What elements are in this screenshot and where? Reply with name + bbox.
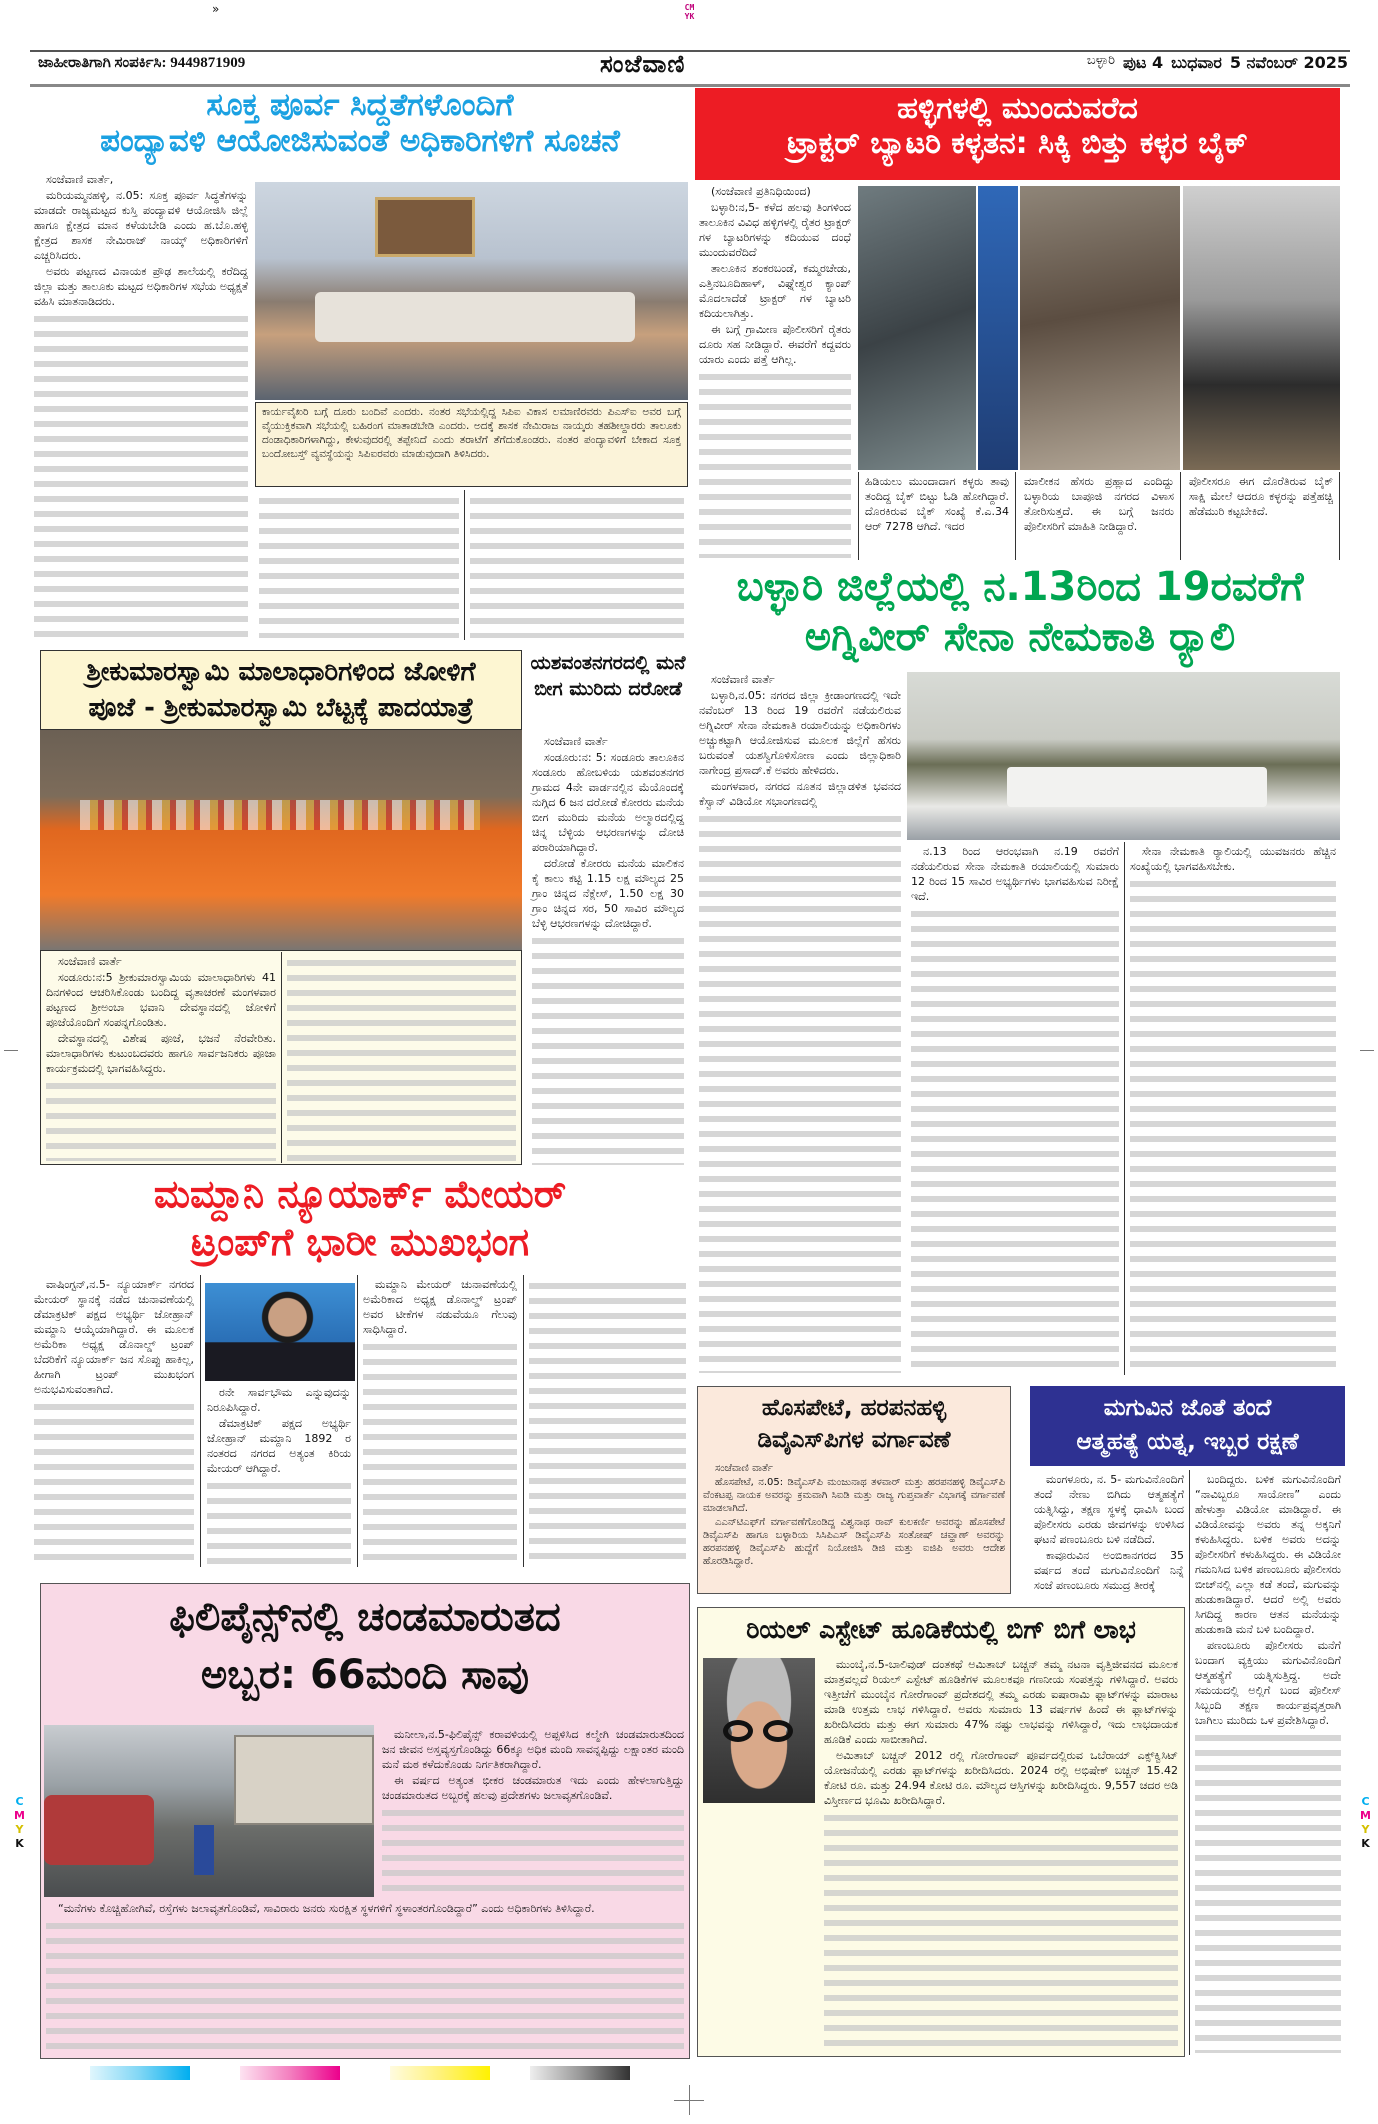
kusti-body-col1 xyxy=(30,170,252,640)
side-tick-right xyxy=(1360,1050,1374,1051)
paragraph: ಮಂಗಳೂರು, ನ. 5- ಮಗುವಿನೊಂದಿಗೆ ತಂದೆ ನೇಣು ಬಿಗಿದು ಆತ್ಮಹತ್ಯೆಗೆ ಯತ್ನಿಸಿದ್ದು, ತಕ್ಷಣ ಸ್ಥಳಕ್ಕೆ ಧಾವಿಸಿ ಬಂದ ಪೊಲೀಸರು ಎರಡು ಜೀವಗಳನ್ನು ಉಳಿಸಿದ ಘಟನೆ ಪಣಂಬೂರು ಬಳಿ ನಡೆದಿದೆ. xyxy=(1034,1473,1184,1546)
mamdani-body-col2 xyxy=(203,1383,355,1567)
philippines-body-bottom xyxy=(42,1899,688,2057)
meeting-photo xyxy=(255,182,688,400)
tractor-photo-3 xyxy=(1020,186,1180,470)
kusti-body-col3 xyxy=(466,490,688,640)
grey-color-bar xyxy=(530,2066,630,2080)
darode-headline: ಯಶವಂತನಗರದಲ್ಲಿ ಮನೆ ಬೀಗ ಮುರಿದು ದರೋಡೆ xyxy=(530,652,686,700)
kusti-photo-caption: ಕಾರ್ಯವೈಖರಿ ಬಗ್ಗೆ ದೂರು ಬಂದಿವೆ ಎಂದರು. ನಂತರ ಸಭೆಯಲ್ಲಿದ್ದ ಸಿಪಿಐ ವಿಕಾಸ ಲಮಾಣಿರವರು ಪಿಎಸ್ಐ ಅವರ ಬಗ್ಗೆ ವೈಯುಕ್ತಿಕವಾಗಿ ಸಭೆಯಲ್ಲಿ ಬಹಿರಂಗ ಮಾತಾಡಬೇಡಿ ಎಂದರು. ಅದಕ್ಕೆ ಶಾಸಕ ನೇಮಿರಾಜ ನಾಯ್ಕರು ತಹಶೀಲ್ದಾರರು ತಾಲೂಕು ದಂಡಾಧಿಕಾರಿಗಳಾಗಿದ್ದು, ಕೇಳುವುದರಲ್ಲಿ ತಪ್ಪೇನಿದೆ ಎಂದು ತರಾಟೆಗೆ ತೆಗೆದುಕೊಂಡರು. ನಂತರ ಪಂದ್ಯಾವಳಿಗೆ ಬೇಕಾದ ಸೂಕ್ತ ಬಂದೋಬಸ್ತ್ ವ್ಯವಸ್ಥೆಯನ್ನು ಸಿಪಿಐರವರು ಮಾಡುವುದಾಗಿ ತಿಳಿಸಿದರು. xyxy=(255,402,688,487)
rescue-body-col2 xyxy=(1191,1470,1345,2055)
padayatre-headline xyxy=(40,650,522,730)
rescue-headline xyxy=(1030,1386,1345,1466)
kusti-headline-line1: ಸೂಕ್ತ ಪೂರ್ವ ಸಿದ್ದತೆಗಳೊಂದಿಗೆ xyxy=(206,87,514,123)
paragraph: ಬಳ್ಳಾರಿ,ನ.05: ನಗರದ ಜಿಲ್ಲಾ ಕ್ರೀಡಾಂಗಣದಲ್ಲಿ ಇದೇ ನವೆಂಬರ್ 13 ರಿಂದ 19 ರವರೆಗೆ ನಡೆಯಲಿರುವ ಅಗ್ನಿವೀರ್ ಸೇನಾ ನೇಮಕಾತಿ ರಯಾಲಿಯನ್ನು ಅಧಿಕಾರಿಗಳು ಅಚ್ಚುಕಟ್ಟಾಗಿ ಆಯೋಜಿಸುವ ಮೂಲಕ ಜಿಲ್ಲೆಗೆ ಹೆಸರು ಬರುವಂತೆ ಯಶಸ್ವಿಗೊಳಿಸೋಣ ಎಂದು ಜಿಲ್ಲಾಧಿಕಾರಿ ನಾಗೇಂದ್ರ ಪ್ರಸಾದ್.ಕೆ ಅವರು ಹೇಳಿದರು. xyxy=(699,689,901,777)
dateline xyxy=(1087,53,1348,73)
philippines-headline xyxy=(40,1588,690,1704)
byline: ಸಂಜೆವಾಣಿ ವಾರ್ತೆ xyxy=(711,673,775,686)
paragraph: ಮನೀಲಾ,ನ.5-ಫಿಲಿಪೈನ್ಸ್ ಕರಾವಳಿಯಲ್ಲಿ ಅಪ್ಪಳಿಸಿದ ಕಲ್ಮೇಗಿ ಚಂಡಮಾರುತದಿಂದ ಜನ ಜೀವನ ಅಸ್ತವ್ಯಸ್ತಗೊಂಡಿದ್ದು 66ಕ್ಕೂ ಅಧಿಕ ಮಂದಿ ಸಾವನ್ನಪ್ಪಿದ್ದು ಲಕ್ಷಾಂತರ ಮಂದಿ ಮನೆ ಮಠ ಕಳೆದುಕೊಂಡು ನಿರ್ಗತಿಕರಾಗಿದ್ದಾರೆ. xyxy=(382,1728,684,1771)
tractor-photo-1 xyxy=(858,186,976,470)
logo-text: ಸಂಜೆವಾಣಿ xyxy=(600,50,686,78)
byline: (ಸಂಜೆವಾಣಿ ಪ್ರತಿನಿಧಿಯಿಂದ) xyxy=(711,185,811,198)
kusti-headline-line2: ಪಂದ್ಯಾವಳಿ ಆಯೋಜಿಸುವಂತೆ ಅಧಿಕಾರಿಗಳಿಗೆ ಸೂಚನೆ xyxy=(100,122,620,159)
paragraph: ಮರಿಯಮ್ಮನಹಳ್ಳಿ, ನ.05: ಸೂಕ್ತ ಪೂರ್ವ ಸಿದ್ಧತೆಗಳನ್ನು ಮಾಡದೇ ರಾಜ್ಯಮಟ್ಟದ ಕುಸ್ತಿ ಪಂದ್ಯಾವಳಿ ಆಯೋಜಿಸಿ ಜಿಲ್ಲೆ ಹಾಗೂ ಕ್ಷೇತ್ರದ ಮಾನ ಕಳೆಯಬೇಡಿ ಎಂದು ಹ.ಬೊ.ಹಳ್ಳಿ ಕ್ಷೇತ್ರದ ಶಾಸಕ ನೇಮಿರಾಜ್ ನಾಯ್ಕ್ ಅಧಿಕಾರಿಗಳಿಗೆ ಎಚ್ಚರಿಸಿದರು. xyxy=(34,189,248,262)
paragraph: ಮುಂಬೈ,ನ.5-ಬಾಲಿವುಡ್ ದಂತಕಥೆ ಅಮಿತಾಬ್ ಬಚ್ಚನ್ ತಮ್ಮ ನಟನಾ ವೃತ್ತಿಜೀವನದ ಮೂಲಕ ಮಾತ್ರವಲ್ಲದೆ ರಿಯಲ್ ಎಸ್ಟೇಟ್ ಹೂಡಿಕೆಗಳ ಮೂಲಕವೂ ಗಣನೀಯ ಸಂಪತ್ತನ್ನು ಗಳಿಸಿದ್ದಾರೆ. ಅವರು ಇತ್ತೀಚೆಗೆ ಮುಂಬೈನ ಗೋರೆಗಾಂವ್ ಪ್ರದೇಶದಲ್ಲಿ ತಮ್ಮ ಎರಡು ಐಷಾರಾಮಿ ಫ್ಲಾಟ್‌ಗಳನ್ನು ಮಾರಾಟ ಮಾಡಿ ಉತ್ತಮ ಲಾಭ ಗಳಿಸಿದ್ದಾರೆ. ಅವರು ಸುಮಾರು 13 ವರ್ಷಗಳ ಹಿಂದೆ ಈ ಫ್ಲಾಟ್‌ಗಳನ್ನು ಖರೀದಿಸಿದರು ಮತ್ತು ಈಗ ಸುಮಾರು 47% ನಷ್ಟು ಲಾಭವನ್ನು ಗಳಿಸಿದ್ದಾರೆ, ಇದು ಲಾಭದಾಯಕ ಹೂಡಿಕೆ ಎಂದು ಸಾಬೀತಾಗಿದೆ. xyxy=(824,1658,1178,1746)
paragraph: ಈ ವರ್ಷದ ಅತ್ಯಂತ ಭೀಕರ ಚಂಡಮಾರುತ ಇದು ಎಂದು ಹೇಳಲಾಗುತ್ತಿದ್ದು ಚಂಡಮಾರುತದ ಅಬ್ಬರಕ್ಕೆ ಹಲವು ಪ್ರದೇಶಗಳು ಜಲಾವೃತಗೊಂಡಿವೆ. xyxy=(382,1774,684,1802)
cyclone-photo xyxy=(44,1725,374,1897)
tractor-caption-2: ಮಾಲೀಕನ ಹೆಸರು ಪ್ರಹ್ಲಾದ ಎಂದಿದ್ದು ಬಳ್ಳಾರಿಯ ಬಾಪೂಜಿ ನಗರದ ವಿಳಾಸ ತೋರಿಸುತ್ತದೆ. ಈ ಬಗ್ಗೆ ಜನರು ಪೊಲೀಸರಿಗೆ ಮಾಹಿತಿ ನೀಡಿದ್ದಾರೆ. xyxy=(1018,472,1181,560)
padayatre-body-col1 xyxy=(42,952,280,1163)
hosapete-body xyxy=(699,1460,1009,1592)
tractor-headline xyxy=(695,88,1340,180)
side-cmyk-mark-left: C M Y K xyxy=(14,1795,25,1850)
paragraph: ಡೆಮಾಕ್ರಟಿಕ್ ಪಕ್ಷದ ಅಭ್ಯರ್ಥಿ ಜೋಹ್ರಾನ್ ಮಮ್ದಾನಿ 1892 ರ ನಂತರದ ನಗರದ ಅತ್ಯಂತ ಕಿರಿಯ ಮೇಯರ್ ಆಗಿದ್ದಾರೆ. xyxy=(207,1417,351,1475)
philippines-body-top xyxy=(378,1725,688,1897)
hosapete-headline xyxy=(697,1392,1011,1456)
paragraph: ನ.13 ರಿಂದ ಆರಂಭವಾಗಿ ನ.19 ರವರೆಗೆ ನಡೆಯಲಿರುವ ಸೇನಾ ನೇಮಕಾತಿ ರಯಾಲಿಯಲ್ಲಿ ಸುಮಾರು 12 ರಿಂದ 15 ಸಾವಿರ ಅಭ್ಯರ್ಥಿಗಳು ಭಾಗವಹಿಸುವ ನಿರೀಕ್ಷೆ ಇದೆ. xyxy=(911,845,1119,903)
ad-contact: ಜಾಹೀರಾತಿಗಾಗಿ ಸಂಪರ್ಕಿಸಿ: 9449871909 xyxy=(38,55,246,71)
philippines-headline-line1: ಫಿಲಿಪೈನ್ಸ್‌ನಲ್ಲಿ ಚಂಡಮಾರುತದ xyxy=(169,1594,561,1640)
rescue-body-col1 xyxy=(1030,1470,1188,1605)
side-cmyk-mark-right: C M Y K xyxy=(1360,1795,1371,1850)
mamdani-headline xyxy=(30,1170,690,1266)
darode-body xyxy=(528,732,688,1167)
bike-photo xyxy=(1183,186,1340,470)
paragraph: ದೇವಸ್ಥಾನದಲ್ಲಿ ವಿಶೇಷ ಪೂಜೆ, ಭಜನೆ ನೆರವೇರಿತು. ಮಾಲಾಧಾರಿಗಳು ಕುಟುಂಬದವರು ಹಾಗೂ ಸಾರ್ವಜನಿಕರು ಪೂಜಾ ಕಾರ್ಯಕ್ರಮದಲ್ಲಿ ಭಾಗವಹಿಸಿದ್ದರು. xyxy=(46,1032,276,1075)
date: 5 ನವೆಂಬರ್ 2025 xyxy=(1229,53,1348,72)
rescue-headline-line1: ಮಗುವಿನ ಜೊತೆ ತಂದೆ xyxy=(1103,1395,1272,1421)
tractor-caption-3: ಪೊಲೀಸರೂ ಈಗ ದೊರೆತಿರುವ ಬೈಕ್ ಸಾಕ್ಷಿ ಮೇಲೆ ಆದರೂ ಕಳ್ಳರನ್ನು ಪತ್ತೆಹಚ್ಚಿ ಹೆಡೆಮುರಿ ಕಟ್ಟಬೇಕಿದೆ. xyxy=(1183,472,1340,560)
byline: ಸಂಜೆವಾಣಿ ವಾರ್ತೆ xyxy=(715,1463,773,1474)
agniveer-headline-line1: ಬಳ್ಳಾರಿ ಜಿಲ್ಲೆಯಲ್ಲಿ ನ.13ರಿಂದ 19ರವರೆಗೆ xyxy=(736,564,1304,610)
registration-mark: CMYK xyxy=(684,3,695,21)
tractor-headline-line2: ಟ್ರಾಕ್ಟರ್ ಬ್ಯಾಟರಿ ಕಳ್ಳತನ: ಸಿಕ್ಕಿ ಬಿತ್ತು ಕಳ್ಳರ ಬೈಕ್ xyxy=(787,125,1248,161)
hosapete-headline-line2: ಡಿವೈಎಸ್‌ಪಿಗಳ ವರ್ಗಾವಣೆ xyxy=(757,1427,951,1453)
realestate-headline: ರಿಯಲ್ ಎಸ್ಟೇಟ್ ಹೂಡಿಕೆಯಲ್ಲಿ ಬಿಗ್ ಬಿಗೆ ಲಾಭ xyxy=(746,1615,1136,1644)
crosshair-mark xyxy=(674,2100,704,2101)
paragraph: ಕಾವೂರುವಿನ ಅಂಬಿಕಾನಗರದ 35 ವರ್ಷದ ತಂದೆ ಮಗುವಿನೊಂದಿಗೆ ನಿನ್ನೆ ಸಂಜೆ ಪಣಂಬೂರು ಸಮುದ್ರ ತೀರಕ್ಕೆ xyxy=(1034,1549,1184,1592)
byline: ಸಂಜೆವಾಣಿ ವಾರ್ತೆ xyxy=(544,735,608,748)
tractor-headline-line1: ಹಳ್ಳಿಗಳಲ್ಲಿ ಮುಂದುವರೆದ xyxy=(897,91,1138,126)
paragraph: ತಾಲೂಕಿನ ಶಂಕರಬಂಡೆ, ಕಮ್ಮರಚೇಡು, ಎತ್ತಿನಬೂದಿಹಾಳ್, ವಿಘ್ನೇಶ್ವರ ಕ್ಯಾಂಪ್ ಮೊದಲಾದೆಡೆ ಟ್ರಾಕ್ಟರ್ ಗಳ ಬ್ಯಾಟರಿ ಕದಿಯಲಾಗಿತ್ತು. xyxy=(699,262,851,320)
padayatre-headline-line2: ಪೂಜೆ - ಶ್ರೀಕುಮಾರಸ್ವಾಮಿ ಬೆಟ್ಟಕ್ಕೆ ಪಾದಯಾತ್ರೆ xyxy=(88,693,474,723)
paragraph: ಈ ಬಗ್ಗೆ ಗ್ರಾಮೀಣ ಪೊಲೀಸರಿಗೆ ರೈತರು ದೂರು ಸಹ ನೀಡಿದ್ದಾರೆ. ಈವರೆಗೆ ಕದ್ದವರು ಯಾರು ಎಂದು ಪತ್ತೆ ಆಗಿಲ್ಲ. xyxy=(699,323,851,366)
mamdani-headline-line2: ಟ್ರಂಪ್‌ಗೆ ಭಾರೀ ಮುಖಭಂಗ xyxy=(190,1220,530,1264)
agniveer-body-col1 xyxy=(695,670,905,1375)
paragraph: “ಮನೆಗಳು ಕೊಚ್ಚಿಹೋಗಿವೆ, ರಸ್ತೆಗಳು ಜಲಾವೃತಗೊಂಡಿವೆ, ಸಾವಿರಾರು ಜನರು ಸುರಕ್ಷಿತ ಸ್ಥಳಗಳಿಗೆ ಸ್ಥಳಾಂತರಗೊಂಡಿದ್ದಾರೆ” ಎಂದು ಅಧಿಕಾರಿಗಳು ತಿಳಿಸಿದ್ದಾರೆ. xyxy=(58,1902,595,1915)
agniveer-headline xyxy=(695,562,1345,662)
byline: ಸಂಜೆವಾಣಿ ವಾರ್ತೆ, xyxy=(46,173,114,186)
tractor-caption-1: ಹಿಡಿಯಲು ಮುಂದಾದಾಗ ಕಳ್ಳರು ತಾವು ತಂದಿದ್ದ ಬೈಕ್ ಬಿಟ್ಟು ಓಡಿ ಹೋಗಿದ್ದಾರೆ. ದೊರಕಿರುವ ಬೈಕ್ ಸಂಖ್ಯೆ ಕೆ.ಎ.34 ಆರ್ 7278 ಆಗಿದೆ. ಇದರ xyxy=(858,472,1016,560)
paragraph: ಅವರು ಪಟ್ಟಣದ ವಿನಾಯಕ ಪ್ರೌಢ ಶಾಲೆಯಲ್ಲಿ ಕರೆದಿದ್ದ ಜಿಲ್ಲಾ ಮತ್ತು ತಾಲೂಕು ಮಟ್ಟದ ಅಧಿಕಾರಿಗಳ ಸಭೆಯ ಅಧ್ಯಕ್ಷತೆ ವಹಿಸಿ ಮಾತನಾಡಿದರು. xyxy=(34,265,248,308)
paragraph: ಎಎನ್‌ಟಿಎಫ್‌ಗೆ ವರ್ಗಾವಣೆಗೊಂಡಿದ್ದ ವಿಶ್ವನಾಥ ರಾವ್ ಕುಲಕರ್ಣಿ ಅವರನ್ನು ಹೊಸಪೇಟೆ ಡಿವೈಎಸ್‌ಪಿ ಹಾಗೂ ಬಳ್ಳಾರಿಯ ಸಿಸಿಪಿಎಸ್ ಡಿವೈಎಸ್‌ಪಿ ಸಂತೋಷ್ ಚವ್ಹಾಣ್ ಅವರನ್ನು ಹರಪನಹಳ್ಳಿ ಡಿವೈಎಸ್‌ಪಿ ಹುದ್ದೆಗೆ ನಿಯೋಜಿಸಿ ಡಿಜಿ ಮತ್ತು ಐಜಿಪಿ ಅವರು ಆದೇಶ ಹೊರಡಿಸಿದ್ದಾರೆ. xyxy=(703,1517,1005,1567)
mamdani-body-col4 xyxy=(525,1275,690,1567)
paragraph: ಸಂಡೂರು:ನ: 5: ಸಂಡೂರು ತಾಲೂಕಿನ ಸಂಡೂರು ಹೋಬಳಿಯ ಯಶವಂತನಗರ ಗ್ರಾಮದ 4ನೇ ವಾರ್ಡನಲ್ಲಿನ ಮೆಯೊಂದಕ್ಕೆ ನುಗ್ಗಿದ 6 ಜನ ದರೋಡೆ ಕೋರರು ಮನೆಯ ಬೀಗ ಮುರಿದು ಮನೆಯ ಅಲ್ಮಾರದಲ್ಲಿದ್ದ ಚಿನ್ನ ಬೆಳ್ಳಿಯ ಆಭರಣಗಳನ್ನು ದೋಚಿ ಪರಾರಿಯಾಗಿದ್ದಾರೆ. xyxy=(532,751,684,854)
side-tick-left xyxy=(4,1050,18,1051)
yellow-color-bar xyxy=(390,2066,490,2080)
kusti-headline xyxy=(30,88,690,159)
paragraph: ಹೊಸಪೇಟೆ, ನ.05: ಡಿವೈಎಸ್‌ಪಿ ಮಂಜುನಾಥ ತಳವಾರ್ ಮತ್ತು ಹರಪನಹಳ್ಳಿ ಡಿವೈಎಸ್‌ಪಿ ವೆಂಕಟಪ್ಪ ನಾಯಕ ಅವರನ್ನು ಕ್ರಮವಾಗಿ ಸಿಐಡಿ ಮತ್ತು ರಾಜ್ಯ ಗುಪ್ತವಾರ್ತೆ ವಿಭಾಗಕ್ಕೆ ವರ್ಗಾವಣೆ ಮಾಡಲಾಗಿದೆ. xyxy=(703,1477,1005,1514)
place: ಬಳ್ಳಾರಿ xyxy=(1086,53,1115,68)
agniveer-body-col2 xyxy=(907,842,1123,1375)
philippines-headline-line2: ಅಬ್ಬರ: 66ಮಂದಿ ಸಾವು xyxy=(200,1652,530,1698)
rescue-headline-line2: ಆತ್ಮಹತ್ಯೆ ಯತ್ನ, ಇಬ್ಬರ ರಕ್ಷಣೆ xyxy=(1076,1429,1299,1455)
paragraph: ಪಣಂಬೂರು ಪೊಲೀಸರು ಮನೆಗೆ ಬಂದಾಗ ವ್ಯಕ್ತಿಯು ಮಗುವಿನೊಂದಿಗೆ ಆತ್ಮಹತ್ಯೆಗೆ ಯತ್ನಿಸುತ್ತಿದ್ದ. ಅದೇ ಸಮಯದಲ್ಲಿ ಅಲ್ಲಿಗೆ ಬಂದ ಪೊಲೀಸ್ ಸಿಬ್ಬಂದಿ ತಕ್ಷಣ ಕಾರ್ಯಪ್ರವೃತ್ತರಾಗಿ ಬಾಗಿಲು ಮುರಿದು ಒಳ ಪ್ರವೇಶಿಸಿದ್ದಾರೆ. xyxy=(1195,1639,1341,1727)
mamdani-body-col3 xyxy=(359,1275,521,1567)
realestate-body xyxy=(820,1655,1182,2055)
paragraph: ರನೇ ಸಾರ್ವಭೌಮ ಎನ್ನುವುದನ್ನು ನಿರೂಪಿಸಿದ್ದಾರೆ. xyxy=(207,1386,351,1414)
mamdani-body-col1 xyxy=(30,1275,198,1567)
page-number: ಪುಟ 4 xyxy=(1122,53,1164,72)
agniveer-body-col3 xyxy=(1126,842,1340,1375)
hosapete-headline-line1: ಹೊಸಪೇಟೆ, ಹರಪನಹಳ್ಳಿ xyxy=(761,1395,947,1421)
paragraph: ದರೋಡೆ ಕೋರರು ಮನೆಯ ಮಾಲಿಕನ ಕೈ ಕಾಲು ಕಟ್ಟಿ 1.15 ಲಕ್ಷ ಮೌಲ್ಯದ 25 ಗ್ರಾಂ ಚಿನ್ನದ ನೆಕ್ಲೇಸ್, 1.50 ಲಕ್ಷ 30 ಗ್ರಾಂ ಚಿನ್ನದ ಸರ, 50 ಸಾವಿರ ಮೌಲ್ಯದ ಬೆಳ್ಳಿ ಆಭರಣಗಳನ್ನು ದೋಚಿದ್ದಾರೆ. xyxy=(532,857,684,930)
paragraph: ಅಮಿತಾಬ್ ಬಚ್ಚನ್ 2012 ರಲ್ಲಿ ಗೋರೆಗಾಂವ್ ಪೂರ್ವದಲ್ಲಿರುವ ಒಬೆರಾಯ್ ಎಕ್ಸ್‌ಕ್ವಿಸಿಟ್ ಯೋಜನೆಯಲ್ಲಿ ಎರಡು ಫ್ಲಾಟ್‌ಗಳನ್ನು ಖರೀದಿಸಿದರು. 2024 ರಲ್ಲಿ ಅಭಿಷೇಕ್ ಬಚ್ಚನ್ 15.42 ಕೋಟಿ ರೂ. ಮತ್ತು 24.94 ಕೋಟಿ ರೂ. ಮೌಲ್ಯದ ಆಸ್ತಿಗಳನ್ನು ಖರೀದಿಸಿದ್ದರು. 9,557 ಚದರ ಅಡಿ ವಿಸ್ತೀರ್ಣದ ಭೂಮಿ ಖರೀದಿಸಿದ್ದಾರೆ. xyxy=(824,1749,1178,1807)
devotees-photo xyxy=(40,730,522,950)
tractor-photo-2 xyxy=(978,186,1018,470)
page-marker: » xyxy=(212,2,220,16)
paragraph: ಸೇನಾ ನೇಮಕಾತಿ ರ್‍ಯಾಲಿಯಲ್ಲಿ ಯುವಜನರು ಹೆಚ್ಚಿನ ಸಂಖ್ಯೆಯಲ್ಲಿ ಭಾಗವಹಿಸಬೇಕು. xyxy=(1130,845,1336,873)
kusti-body-col2 xyxy=(255,490,463,640)
mamdani-headline-line1: ಮಮ್ದಾನಿ ನ್ಯೂಯಾರ್ಕ್ ಮೇಯರ್ xyxy=(153,1172,567,1216)
padayatre-headline-line1: ಶ್ರೀಕುಮಾರಸ್ವಾಮಿ ಮಾಲಾಧಾರಿಗಳಿಂದ ಜೋಳಿಗೆ xyxy=(86,657,476,687)
weekday: ಬುಧವಾರ xyxy=(1171,53,1222,72)
paragraph: ಮಂಗಳವಾರ, ನಗರದ ನೂತನ ಜಿಲ್ಲಾಡಳಿತ ಭವನದ ಕೆಸ್ವಾನ್ ವಿಡಿಯೋ ಸಭಾಂಗಣದಲ್ಲಿ xyxy=(699,780,901,808)
paragraph: ಬಳ್ಳಾರಿ:ನ,5- ಕಳೆದ ಹಲವು ತಿಂಗಳಿಂದ ತಾಲೂಕಿನ ವಿವಿಧ ಹಳ್ಳಿಗಳಲ್ಲಿ ರೈತರ ಟ್ರಾಕ್ಟರ್ ಗಳ ಬ್ಯಾಟರಿಗಳನ್ನು ಕದಿಯುವ ದಂಧೆ ಮುಂದುವರೆದಿದೆ xyxy=(699,201,851,259)
masthead-logo xyxy=(600,50,685,78)
amitabh-photo xyxy=(703,1658,815,1803)
agniveer-meeting-photo xyxy=(907,672,1340,840)
magenta-color-bar xyxy=(240,2066,340,2080)
tractor-body xyxy=(695,182,855,560)
paragraph: ವಾಷಿಂಗ್ಟನ್,ನ.5- ನ್ಯೂಯಾರ್ಕ್ ನಗರದ ಮೇಯರ್ ಸ್ಥಾನಕ್ಕೆ ನಡೆದ ಚುನಾವಣೆಯಲ್ಲಿ ಡೆಮಾಕ್ರಟಿಕ್ ಪಕ್ಷದ ಅಭ್ಯರ್ಥಿ ಜೋಹ್ರಾನ್ ಮಮ್ದಾನಿ ಆಯ್ಕೆಯಾಗಿದ್ದಾರೆ. ಈ ಮೂಲಕ ಅಮೆರಿಕಾ ಅಧ್ಯಕ್ಷ ಡೊನಾಲ್ಡ್ ಟ್ರಂಪ್ ಬೆದರಿಕೆಗೆ ನ್ಯೂಯಾರ್ಕ್ ಜನ ಸೊಪ್ಪು ಹಾಕಿಲ್ಲ, ಹೀಗಾಗಿ ಟ್ರಂಪ್ ಮುಖಭಂಗ ಅನುಭವಿಸುವಂತಾಗಿದೆ. xyxy=(34,1278,194,1396)
paragraph: ಸಂಡೂರು:ನ:5 ಶ್ರೀಕುಮಾರಸ್ವಾಮಿಯ ಮಾಲಾಧಾರಿಗಳು 41 ದಿನಗಳಿಂದ ಆಚರಿಸಿಕೊಂಡು ಬಂದಿದ್ದ ವೃತಾಚರಣೆ ಮಂಗಳವಾರ ಪಟ್ಟಣದ ಶ್ರೀಅಂಬಾ ಭವಾನಿ ದೇವಸ್ಥಾನದಲ್ಲಿ ಜೋಳಿಗೆ ಪೂಜೆಯೊಂದಿಗೆ ಸಂಪನ್ನಗೊಂಡಿತು. xyxy=(46,971,276,1029)
padayatre-body-col2 xyxy=(283,952,520,1163)
cyan-color-bar xyxy=(90,2066,190,2080)
mamdani-photo xyxy=(205,1283,355,1381)
paragraph: ಮಮ್ದಾನಿ ಮೇಯರ್ ಚುನಾವಣೆಯಲ್ಲಿ ಅಮೆರಿಕಾದ ಅಧ್ಯಕ್ಷ ಡೊನಾಲ್ಡ್ ಟ್ರಂಪ್ ಅವರ ಟೀಕೆಗಳ ನಡುವೆಯೂ ಗೆಲುವು ಸಾಧಿಸಿದ್ದಾರೆ. xyxy=(363,1278,517,1336)
paragraph: ಬಂದಿದ್ದರು. ಬಳಿಕ ಮಗುವಿನೊಂದಿಗೆ “ನಾವಿಬ್ಬರೂ ಸಾಯೋಣ” ಎಂದು ಹೇಳುತ್ತಾ ವಿಡಿಯೋ ಮಾಡಿದ್ದಾರೆ. ಈ ವಿಡಿಯೋವನ್ನು ಅವರು ತನ್ನ ಅಕ್ಕನಿಗೆ ಕಳುಹಿಸಿದ್ದರು. ಬಳಿಕ ಅವರು ಅದನ್ನು ಪೊಲೀಸರಿಗೆ ಕಳುಹಿಸಿದ್ದರು. ಈ ವಿಡಿಯೋ ಗಮನಿಸಿದ ಬಳಿಕ ಪಣಂಬೂರು ಪೊಲೀಸರು ಬೀಚ್‌ನಲ್ಲಿ ಎಲ್ಲಾ ಕಡೆ ತಂದೆ, ಮಗುವನ್ನು ಹುಡುಕಾಡಿದ್ದಾರೆ. ಆದರೆ ಅಲ್ಲಿ ಅವರು ಸಿಗದಿದ್ದ ಕಾರಣ ಆತನ ಮನೆಯನ್ನು ಹುಡುಕಾಡಿ ಮನೆ ಬಳಿ ಬಂದಿದ್ದಾರೆ. xyxy=(1195,1473,1341,1636)
agniveer-headline-line2: ಅಗ್ನಿವೀರ್ ಸೇನಾ ನೇಮಕಾತಿ ರ್‍ಯಾಲಿ xyxy=(804,614,1236,660)
byline: ಸಂಜೆವಾಣಿ ವಾರ್ತೆ xyxy=(58,955,122,968)
